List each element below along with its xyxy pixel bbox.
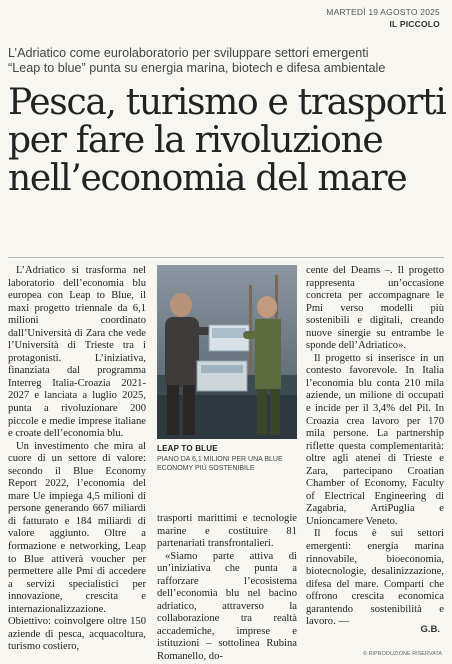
- newspaper-name: IL PICCOLO: [389, 19, 440, 29]
- article-column-2: [157, 513, 297, 664]
- divider: [8, 257, 444, 258]
- article-column-3: [306, 265, 444, 629]
- paragraph: «Siamo parte attiva di un’iniziativa che punta a rafforzare l’ecosistema dell’economia blu nel bacino adriatico, attraverso la collaborazione tra realtà accademiche, imprese e istituzioni – sottolinea Rubina Romanello, do-: [157, 550, 297, 663]
- caption-kicker: LEAP TO BLUE: [157, 444, 218, 453]
- caption-text: PIANO DA 6,1 MILIONI PER UNA BLUE ECONOMY PIÙ SOSTENIBILE: [157, 456, 283, 472]
- paragraph: Il focus è sui settori emergenti: energia marina rinnovabile, bioeconomia, biotecnologie, desalinizzazione, difesa del mare. Comparti che offrono crescita economica garantendo sostenibilità e lavoro. —: [306, 528, 444, 628]
- photo-caption: [157, 444, 297, 473]
- paragraph: Il progetto si inserisce in un contesto favorevole. In Italia l’economia blu conta 210 mila aziende, un milione di occupati e incide per il 3,4% del Pil. In Croazia crea lavoro per 170 mila persone. La partnership riflette questa complementarità: oltre agli atenei di Trieste e Zara, partecipano Croatian Chamber of Economy, Faculty of Electrical Engineering di Zagabria, ArtiPuglia e Unioncamere Veneto.: [306, 352, 444, 527]
- article-photo: [157, 265, 297, 439]
- page-header: [326, 6, 440, 30]
- paragraph: L’Adriatico si trasforma nel laboratorio dell’economia blu europea con Leap to Blue, il maxi progetto triennale da 6,1 milioni coordinato dall’Università di Zara che vede l’Università di Trieste tra i protagonisti. L’iniziativa, finanziata dal programma Interreg Italia-Croazia 2021-2027 e lanciata a luglio 2025, punta a rivoluzionare 200 piccole e medie imprese italiane e croate dell’economia blu.: [8, 265, 146, 440]
- paragraph: Un investimento che mira al cuore di un settore di valore: secondo il Blue Economy Report 2022, l’economia del mare Ue impiega 4,5 milioni di persone generando 667 miliardi di fatturato e 184 miliardi di valore aggiunto. Oltre a formazione e networking, Leap to Blue attiverà voucher per permettere alle Pmi di accedere a servizi specialistici per innovazione, crescita e internazionalizzazione. Obiettivo: coinvolgere oltre 150 aziende di pesca, acquacoltura, turismo costiero,: [8, 440, 146, 653]
- subheadline-line: L’Adriatico come eurolaboratorio per sviluppare settori emergenti: [8, 46, 369, 60]
- headline-line: per fare la rivoluzione: [8, 120, 383, 161]
- headline: [8, 84, 448, 198]
- subheadline: [8, 46, 444, 76]
- paragraph: cente del Deams –. Il progetto rappresenta un’occasione concreta per accompagnare le Pmi verso modelli più sostenibili e digitali, creando nuove sinergie su entrambe le sponde dell’Adriatico».: [306, 265, 444, 352]
- headline-line: nell’economia del mare: [8, 158, 407, 199]
- fishermen-photo: [157, 265, 297, 439]
- copyright-notice: © RIPRODUZIONE RISERVATA: [362, 651, 442, 657]
- paragraph: trasporti marittimi e tecnologie marine e costituire 81 partenariati transfrontalieri.: [157, 513, 297, 550]
- issue-date: MARTEDÌ 19 AGOSTO 2025: [326, 7, 440, 17]
- article-column-1: [8, 265, 146, 654]
- headline-line: Pesca, turismo e trasporti: [8, 82, 446, 123]
- author-signature: G.B.: [420, 624, 440, 635]
- subheadline-line: “Leap to blue” punta su energia marina, biotech e difesa ambientale: [8, 61, 386, 75]
